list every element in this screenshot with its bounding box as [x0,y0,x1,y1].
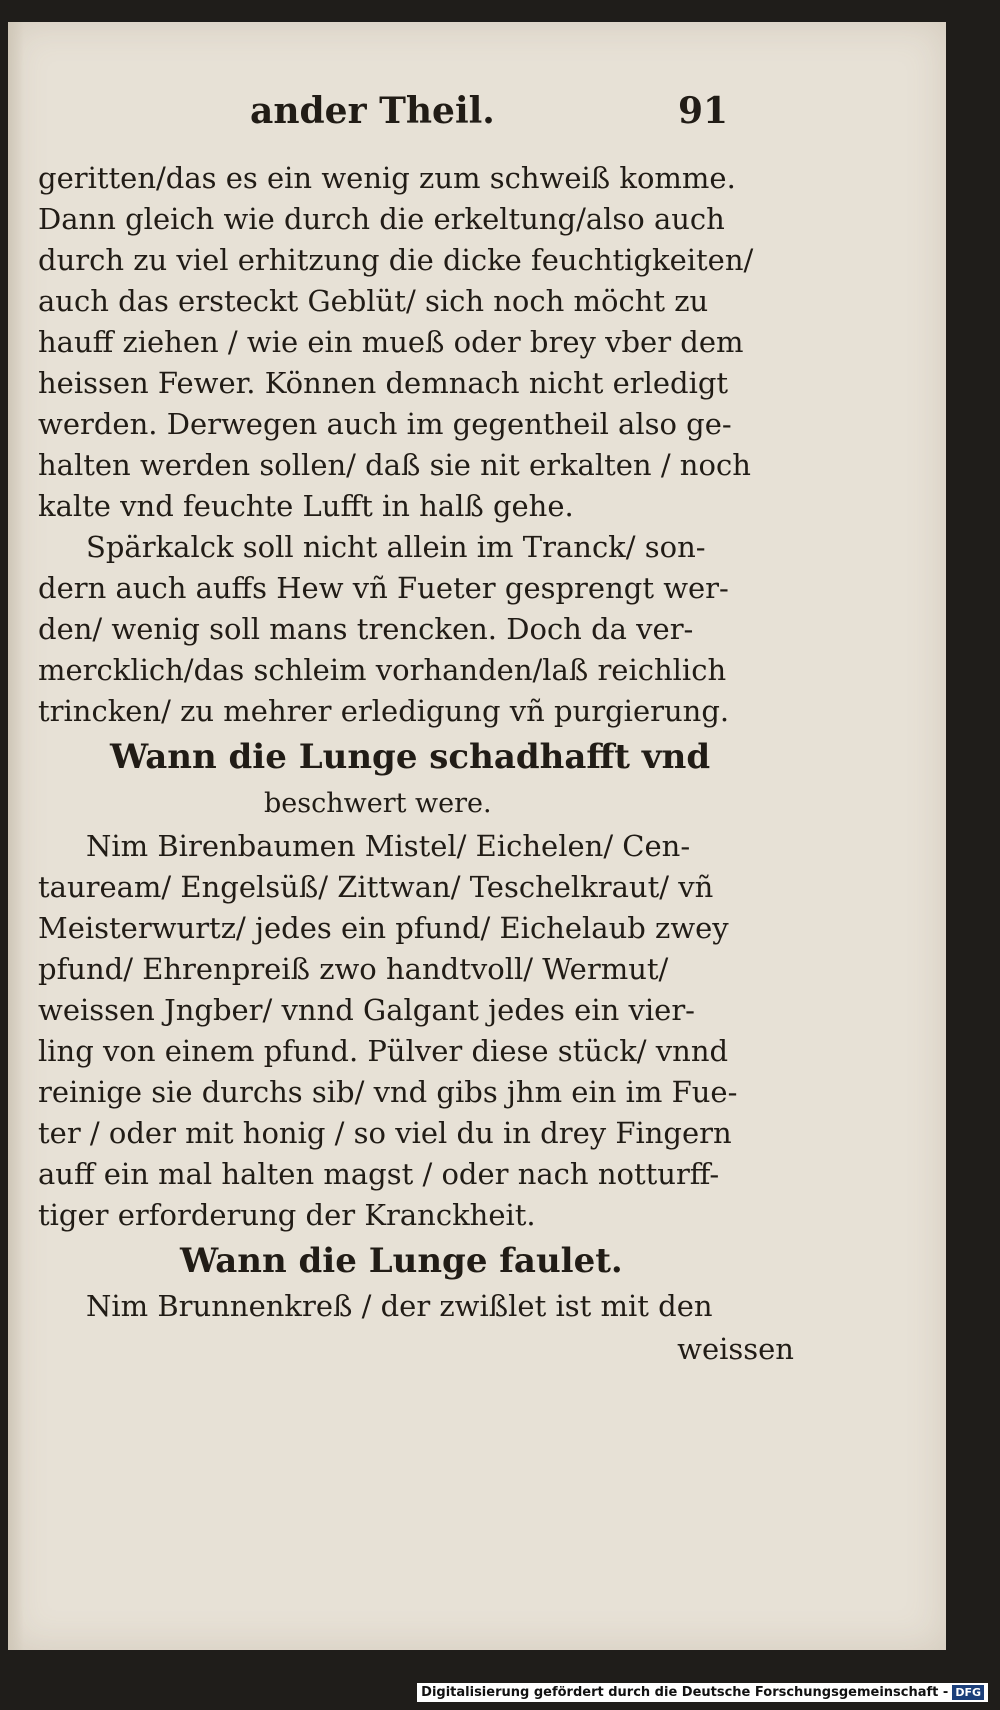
text-line: mercklich/das schleim vorhanden/laß reichlich [38,653,727,687]
page-number: 91 [678,90,729,132]
text-line: den/ wenig soll mans trencken. Doch da ver- [38,612,694,646]
text-line: heissen Fewer. Können demnach nicht erledigt [38,366,729,400]
text-line: tauream/ Engelsüß/ Zittwan/ Teschelkraut/ vñ [38,870,714,904]
paragraph-2 [38,527,798,732]
text-line: Dann gleich wie durch die erkeltung/also auch [38,202,725,236]
text-line: halten werden sollen/ daß sie nit erkalten / noch [38,448,751,482]
text-line: auch das ersteckt Geblüt/ sich noch möcht zu [38,284,709,318]
digitization-credit [417,1683,988,1702]
text-line: trincken/ zu mehrer erledigung vñ purgierung. [38,694,730,728]
text-line: hauff ziehen / wie ein mueß oder brey vber dem [38,325,744,359]
page-text [38,90,798,1371]
text-line: weissen Jngber/ vnnd Galgant jedes ein vier- [38,993,695,1027]
text-line: kalte vnd feuchte Lufft in halß gehe. [38,489,574,523]
text-line: pfund/ Ehrenpreiß zwo handtvoll/ Wermut/ [38,952,669,986]
catchword: weissen [677,1332,794,1366]
text-line: werden. Derwegen auch im gegentheil also ge- [38,407,732,441]
section-heading: Wann die Lunge schadhafft vnd [110,737,711,777]
section-lung-damaged [38,732,798,1236]
credit-text: Digitalisierung gefördert durch die Deutsche Forschungsgemeinschaft - [421,1685,949,1700]
section-lung-rotting [38,1236,798,1371]
text-line: durch zu viel erhitzung die dicke feuchtigkeiten/ [38,243,754,277]
running-head: ander Theil. [250,90,495,132]
text-line: Meisterwurtz/ jedes ein pfund/ Eichelaub zwey [38,911,729,945]
text-line: auff ein mal halten magst / oder nach notturff- [38,1157,720,1191]
text-line: dern auch auffs Hew vñ Fueter gesprengt wer- [38,571,729,605]
section-heading: Wann die Lunge faulet. [180,1241,623,1281]
page-edge [8,22,24,1650]
text-line: tiger erforderung der Kranckheit. [38,1198,536,1232]
text-line: Nim Birenbaumen Mistel/ Eichelen/ Cen- [86,829,691,863]
text-line: geritten/das es ein wenig zum schweiß komme. [38,161,736,195]
section-subheading: beschwert were. [264,788,492,819]
page-header [38,90,798,150]
text-line: Spärkalck soll nicht allein im Tranck/ son- [86,530,706,564]
text-line: ling von einem pfund. Pülver diese stück/ vnnd [38,1034,729,1068]
paragraph-1 [38,158,798,527]
text-line: Nim Brunnenkreß / der zwißlet ist mit den [86,1289,713,1323]
text-line: reinige sie durchs sib/ vnd gibs jhm ein im Fue- [38,1075,738,1109]
dfg-logo: DFG [952,1685,984,1700]
text-line: ter / oder mit honig / so viel du in drey Fingern [38,1116,732,1150]
